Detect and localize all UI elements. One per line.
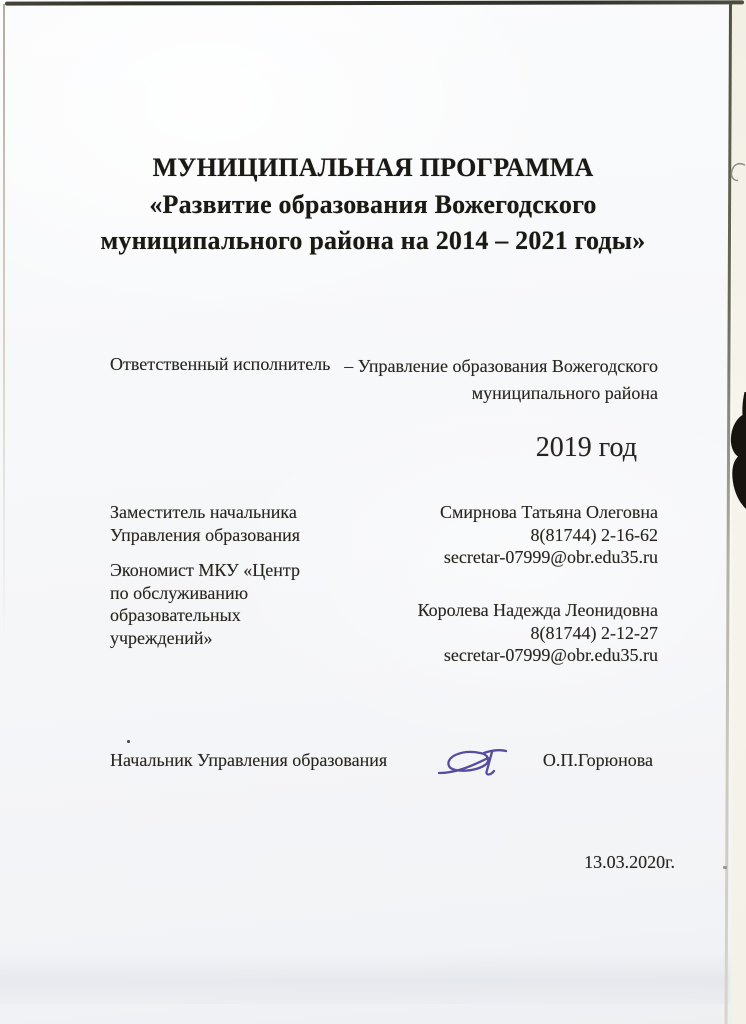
- year-label: 2019 год: [535, 432, 637, 463]
- contact-email: secretar-07999@obr.edu35.ru: [443, 547, 658, 567]
- responsible-value-line: муниципального района: [471, 383, 658, 403]
- title-line: муниципального района на 2014 – 2021 годы»: [100, 226, 646, 255]
- scan-speck: [723, 866, 727, 869]
- official-contact: [418, 599, 658, 667]
- official-position: [110, 501, 300, 546]
- position-line: Управления образования: [110, 524, 301, 545]
- responsible-label: Ответственный исполнитель: [110, 354, 331, 374]
- position-line: Заместитель начальника: [110, 502, 297, 522]
- approver-label: Начальник Управления образования: [110, 750, 388, 770]
- contact-email: secretar-07999@obr.edu35.ru: [443, 645, 658, 665]
- responsible-value: [344, 353, 658, 407]
- title-line: МУНИЦИПАЛЬНАЯ ПРОГРАММА: [152, 153, 594, 182]
- contact-phone: 8(81744) 2-12-27: [530, 622, 658, 643]
- position-line: образовательных: [110, 605, 241, 625]
- ink-dot-artifact: [127, 740, 130, 743]
- scan-edge-left: [3, 4, 5, 644]
- signature-ink: [428, 740, 520, 794]
- contact-name: Смирнова Татьяна Олеговна: [440, 502, 658, 522]
- scan-hook-mark: [729, 160, 745, 184]
- contact-phone: 8(81744) 2-16-62: [530, 524, 658, 545]
- scan-blob-artifact: [724, 392, 746, 517]
- position-line: по обслуживанию: [110, 582, 249, 603]
- approver-name: О.П.Горюнова: [542, 750, 653, 770]
- contact-name: Королева Надежда Леонидовна: [417, 600, 658, 620]
- official-position: [110, 559, 300, 649]
- official-contact: [440, 501, 658, 569]
- title-line: «Развитие образования Вожегодского: [149, 189, 597, 219]
- document-date: 13.03.2020г.: [584, 852, 675, 872]
- position-line: Экономист МКУ «Центр: [110, 560, 300, 580]
- scan-edge-top: [5, 0, 744, 5]
- position-line: учреждений»: [110, 627, 213, 648]
- page-shadow-bottom: [0, 952, 730, 1004]
- responsible-value-line: – Управление образования Вожегодского: [344, 356, 658, 376]
- program-title: [40, 150, 706, 260]
